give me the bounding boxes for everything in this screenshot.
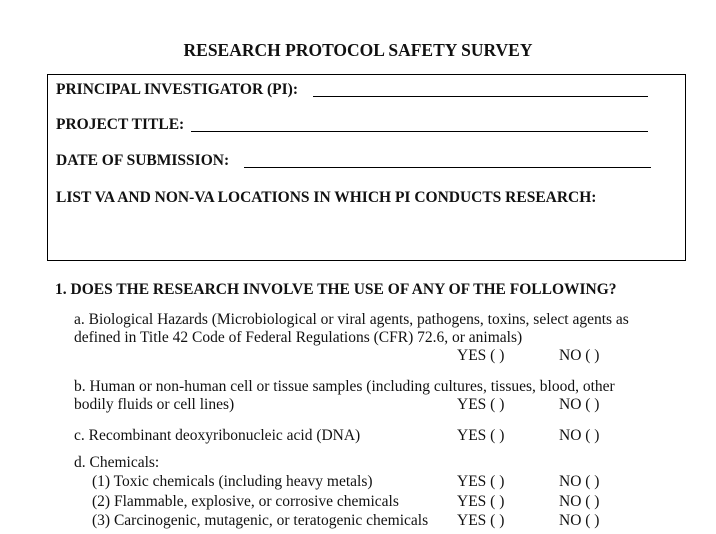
project-title-label: PROJECT TITLE: [56, 116, 185, 133]
item-d1: (1) Toxic chemicals (including heavy metals) [92, 473, 373, 490]
item-d2-no[interactable]: NO ( ) [559, 493, 600, 510]
item-c: c. Recombinant deoxyribonucleic acid (DNA) [74, 427, 361, 444]
item-a-yes[interactable]: YES ( ) [457, 347, 505, 364]
project-title-field[interactable] [191, 131, 648, 132]
item-b-no[interactable]: NO ( ) [559, 396, 600, 413]
item-d3-no[interactable]: NO ( ) [559, 512, 600, 529]
item-b-line1: b. Human or non-human cell or tissue samples (including cultures, tissues, blood, other [74, 378, 615, 395]
item-d2-yes[interactable]: YES ( ) [457, 493, 505, 510]
item-a-line2: defined in Title 42 Code of Federal Regulations (CFR) 72.6, or animals) [74, 329, 523, 346]
item-b-yes[interactable]: YES ( ) [457, 396, 505, 413]
item-d1-yes[interactable]: YES ( ) [457, 473, 505, 490]
page-title: RESEARCH PROTOCOL SAFETY SURVEY [183, 40, 533, 60]
item-d1-no[interactable]: NO ( ) [559, 473, 600, 490]
item-b-line2: bodily fluids or cell lines) [74, 396, 235, 413]
pi-label: PRINCIPAL INVESTIGATOR (PI): [56, 81, 298, 98]
date-field[interactable] [244, 167, 651, 168]
item-c-yes[interactable]: YES ( ) [457, 427, 505, 444]
item-d3-yes[interactable]: YES ( ) [457, 512, 505, 529]
item-a-line1: a. Biological Hazards (Microbiological or viral agents, pathogens, toxins, select agents as [74, 311, 629, 328]
item-d2: (2) Flammable, explosive, or corrosive chemicals [92, 493, 399, 510]
item-c-no[interactable]: NO ( ) [559, 427, 600, 444]
question-1: 1. DOES THE RESEARCH INVOLVE THE USE OF ANY OF THE FOLLOWING? [55, 281, 617, 298]
locations-field[interactable] [56, 210, 676, 255]
item-a-no[interactable]: NO ( ) [559, 347, 600, 364]
pi-field[interactable] [313, 96, 648, 97]
item-d3: (3) Carcinogenic, mutagenic, or teratogenic chemicals [92, 512, 429, 529]
date-label: DATE OF SUBMISSION: [56, 152, 230, 169]
locations-label: LIST VA AND NON-VA LOCATIONS IN WHICH PI CONDUCTS RESEARCH: [56, 189, 597, 206]
item-d: d. Chemicals: [74, 454, 160, 471]
